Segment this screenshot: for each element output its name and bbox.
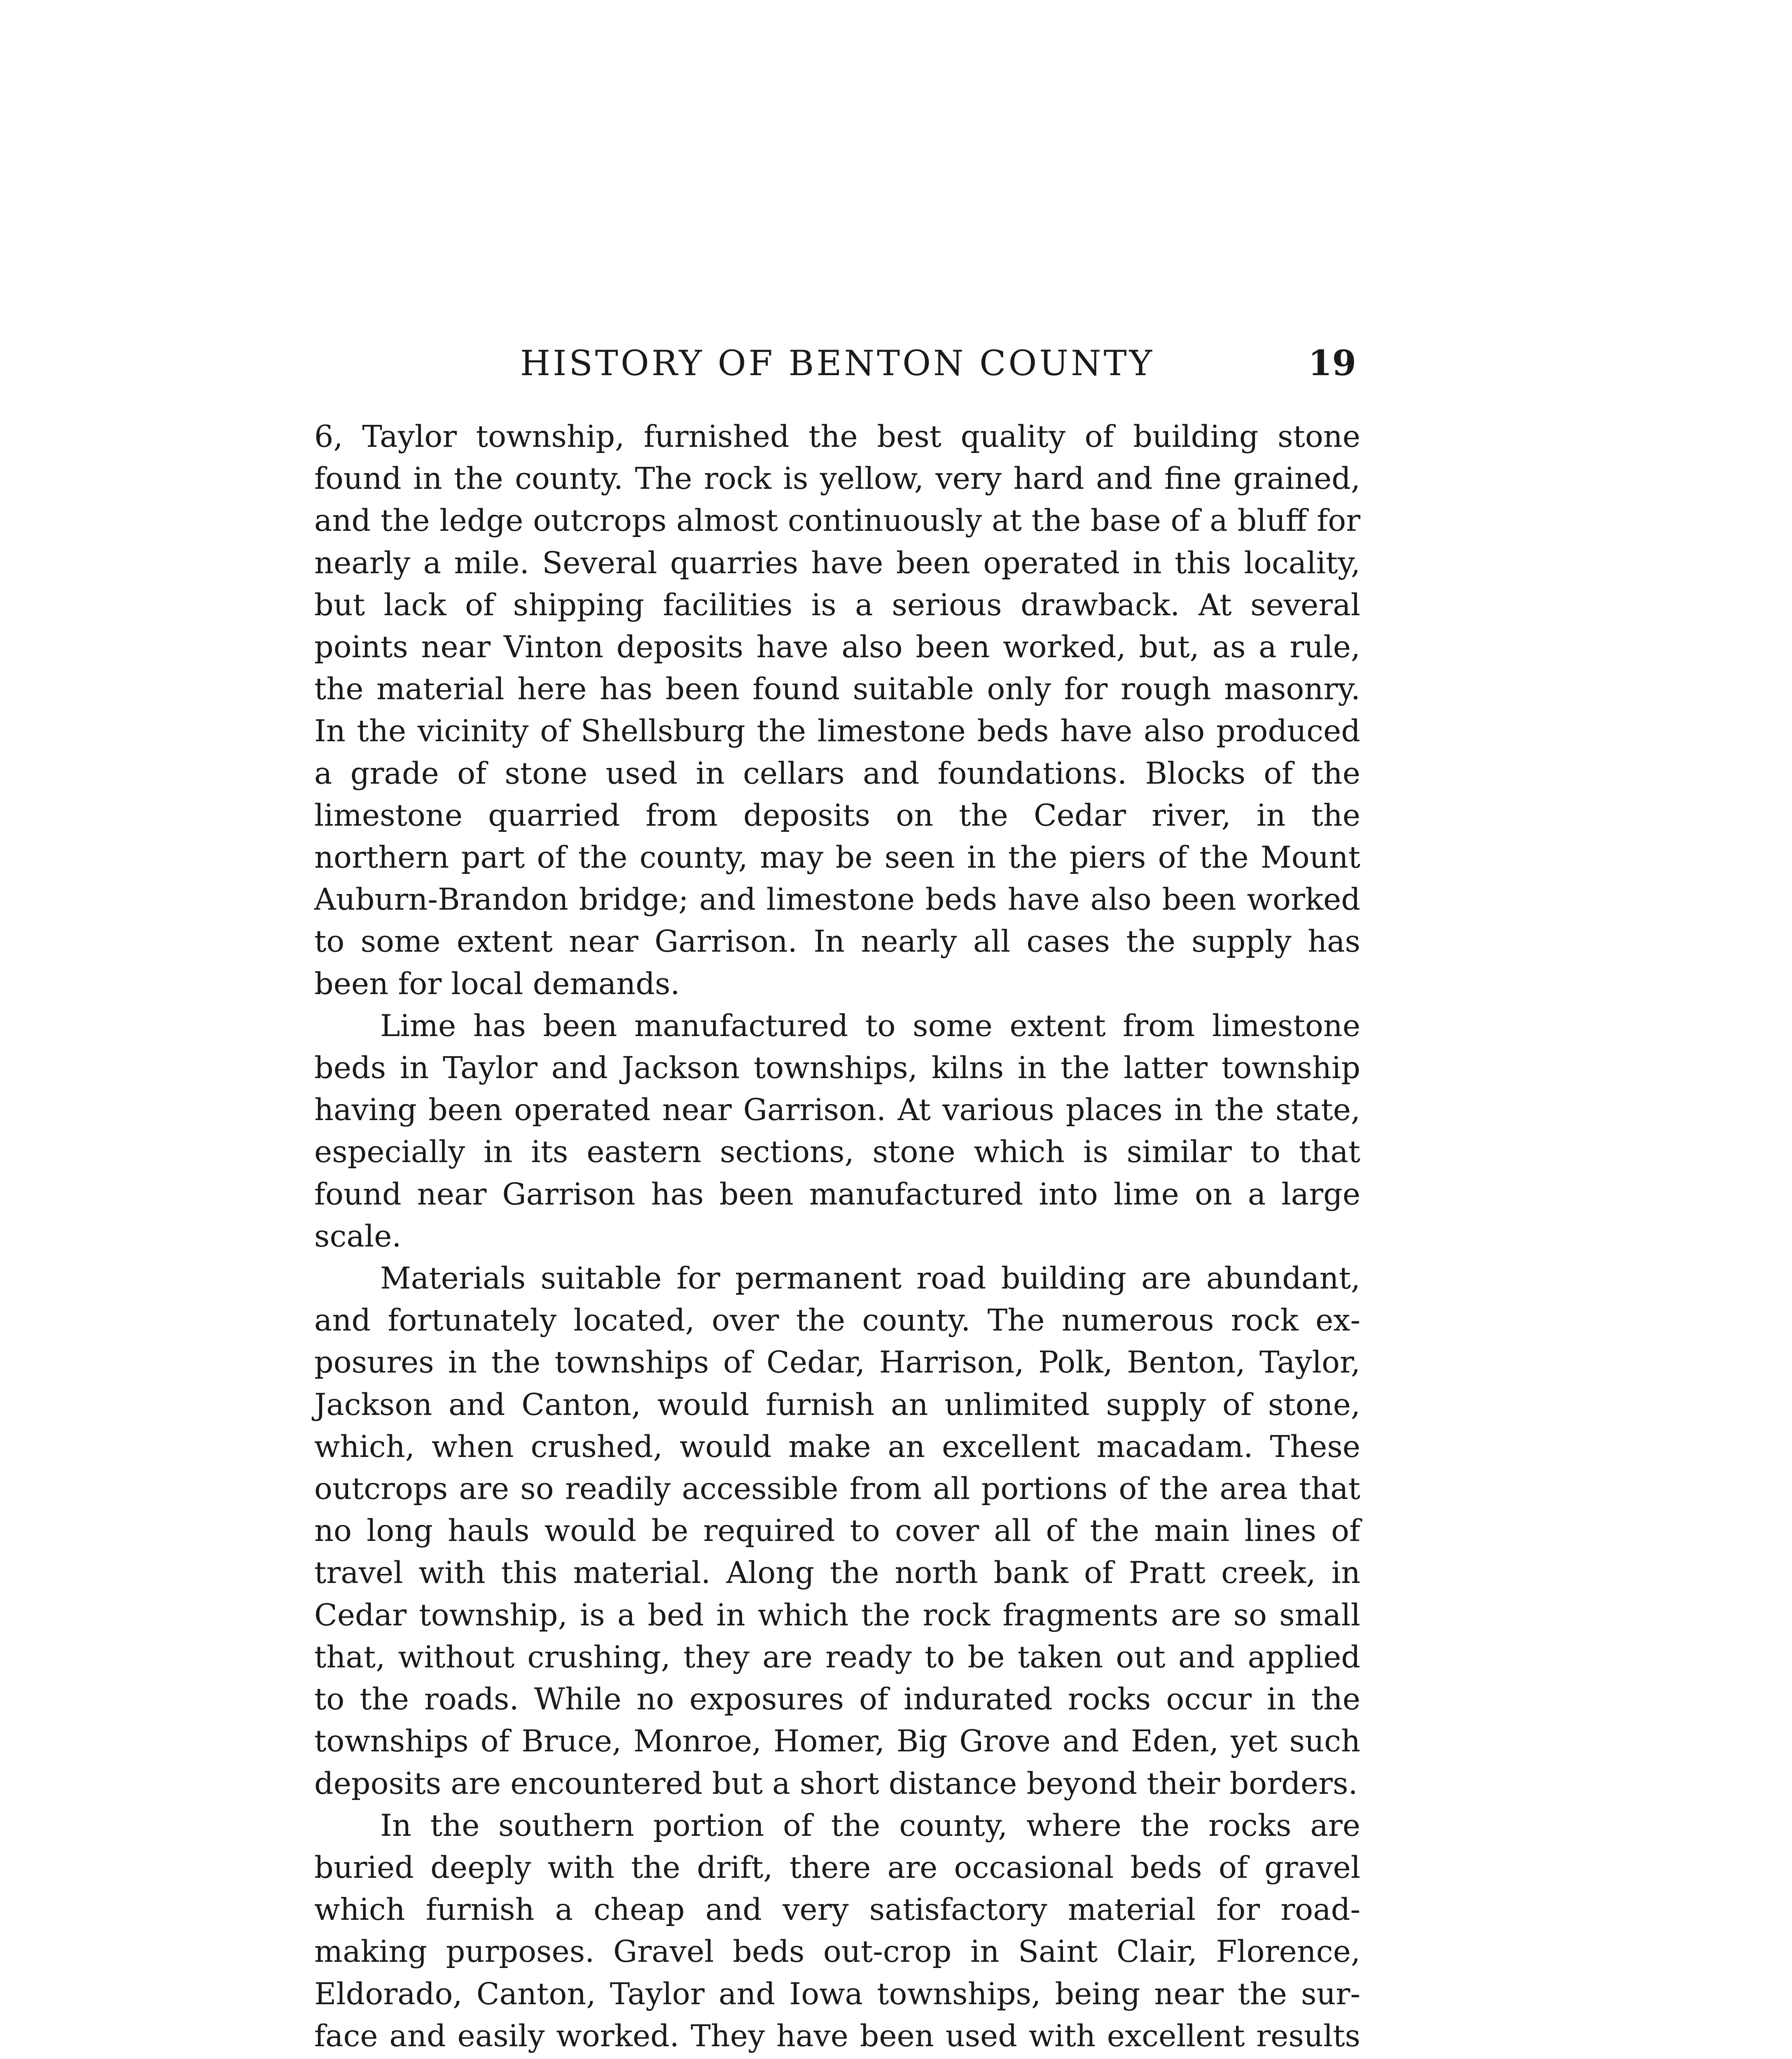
running-head [314, 338, 1360, 388]
paragraph-road-materials: Materials suitable for permanent road building are abundant, and fortunately located, over the county. The numerous rock exposures in the townships of Cedar, Harrison, Polk, Benton, Taylor, Jackson and Canton, would furnish an unlimited supply of stone, which, when crushed, would make an excellent macadam. These outcrops are so readily accessible from all portions of the area that no long hauls would be required to cover all of the main lines of travel with this material. Along the north bank of Pratt creek, in Cedar township, is a bed in which the rock fragments are so small that, without crushing, they are ready to be taken out and applied to the roads. While no exposures of indurated rocks occur in the townships of Bruce, Monroe, Homer, Big Grove and Eden, yet such deposits are encountered but a short distance beyond their borders. [314, 1261, 1360, 1801]
paragraph-gravel: In the southern portion of the county, where the rocks are buried deeply with the drift, there are occasional beds of gravel which furnish a cheap and very satisfactory material for roadmaking purposes. Gravel beds out-crop in Saint Clair, Florence, Eldorado, Canton, Taylor and Iowa townships, being near the surface and easily worked. They have been used with excellent results [314, 1808, 1360, 2054]
paragraph-lime: Lime has been manufactured to some extent from limestone beds in Taylor and Jackson townships, kilns in the latter township having been operated near Garrison. At various places in the state, especially in its eastern sections, stone which is similar to that found near Garrison has been manufactured into lime on a large scale. [314, 1008, 1360, 1254]
body-text [314, 416, 1360, 2059]
page-title: HISTORY OF BENTON COUNTY [520, 343, 1155, 383]
paragraph-continued: 6, Taylor township, furnished the best quality of building stone found in the county. The rock is yellow, very hard and fine grained, and the ledge outcrops almost continuously at the base of a bluff for nearly a mile. Several quarries have been operated in this locality, but lack of shipping facilities is a serious drawback. At several points near Vinton deposits have also been worked, but, as a rule, the material here has been found suitable only for rough masonry. In the vicinity of Shellsburg the limestone beds have also produced a grade of stone used in cellars and foundations. Blocks of the limestone quarried from deposits on the Cedar river, in the northern part of the county, may be seen in the piers of the Mount Auburn-Brandon bridge; and limestone beds have also been worked to some extent near Garrison. In nearly all cases the supply has been for local demands. [314, 419, 1360, 1001]
page-number: 19 [1308, 343, 1356, 383]
